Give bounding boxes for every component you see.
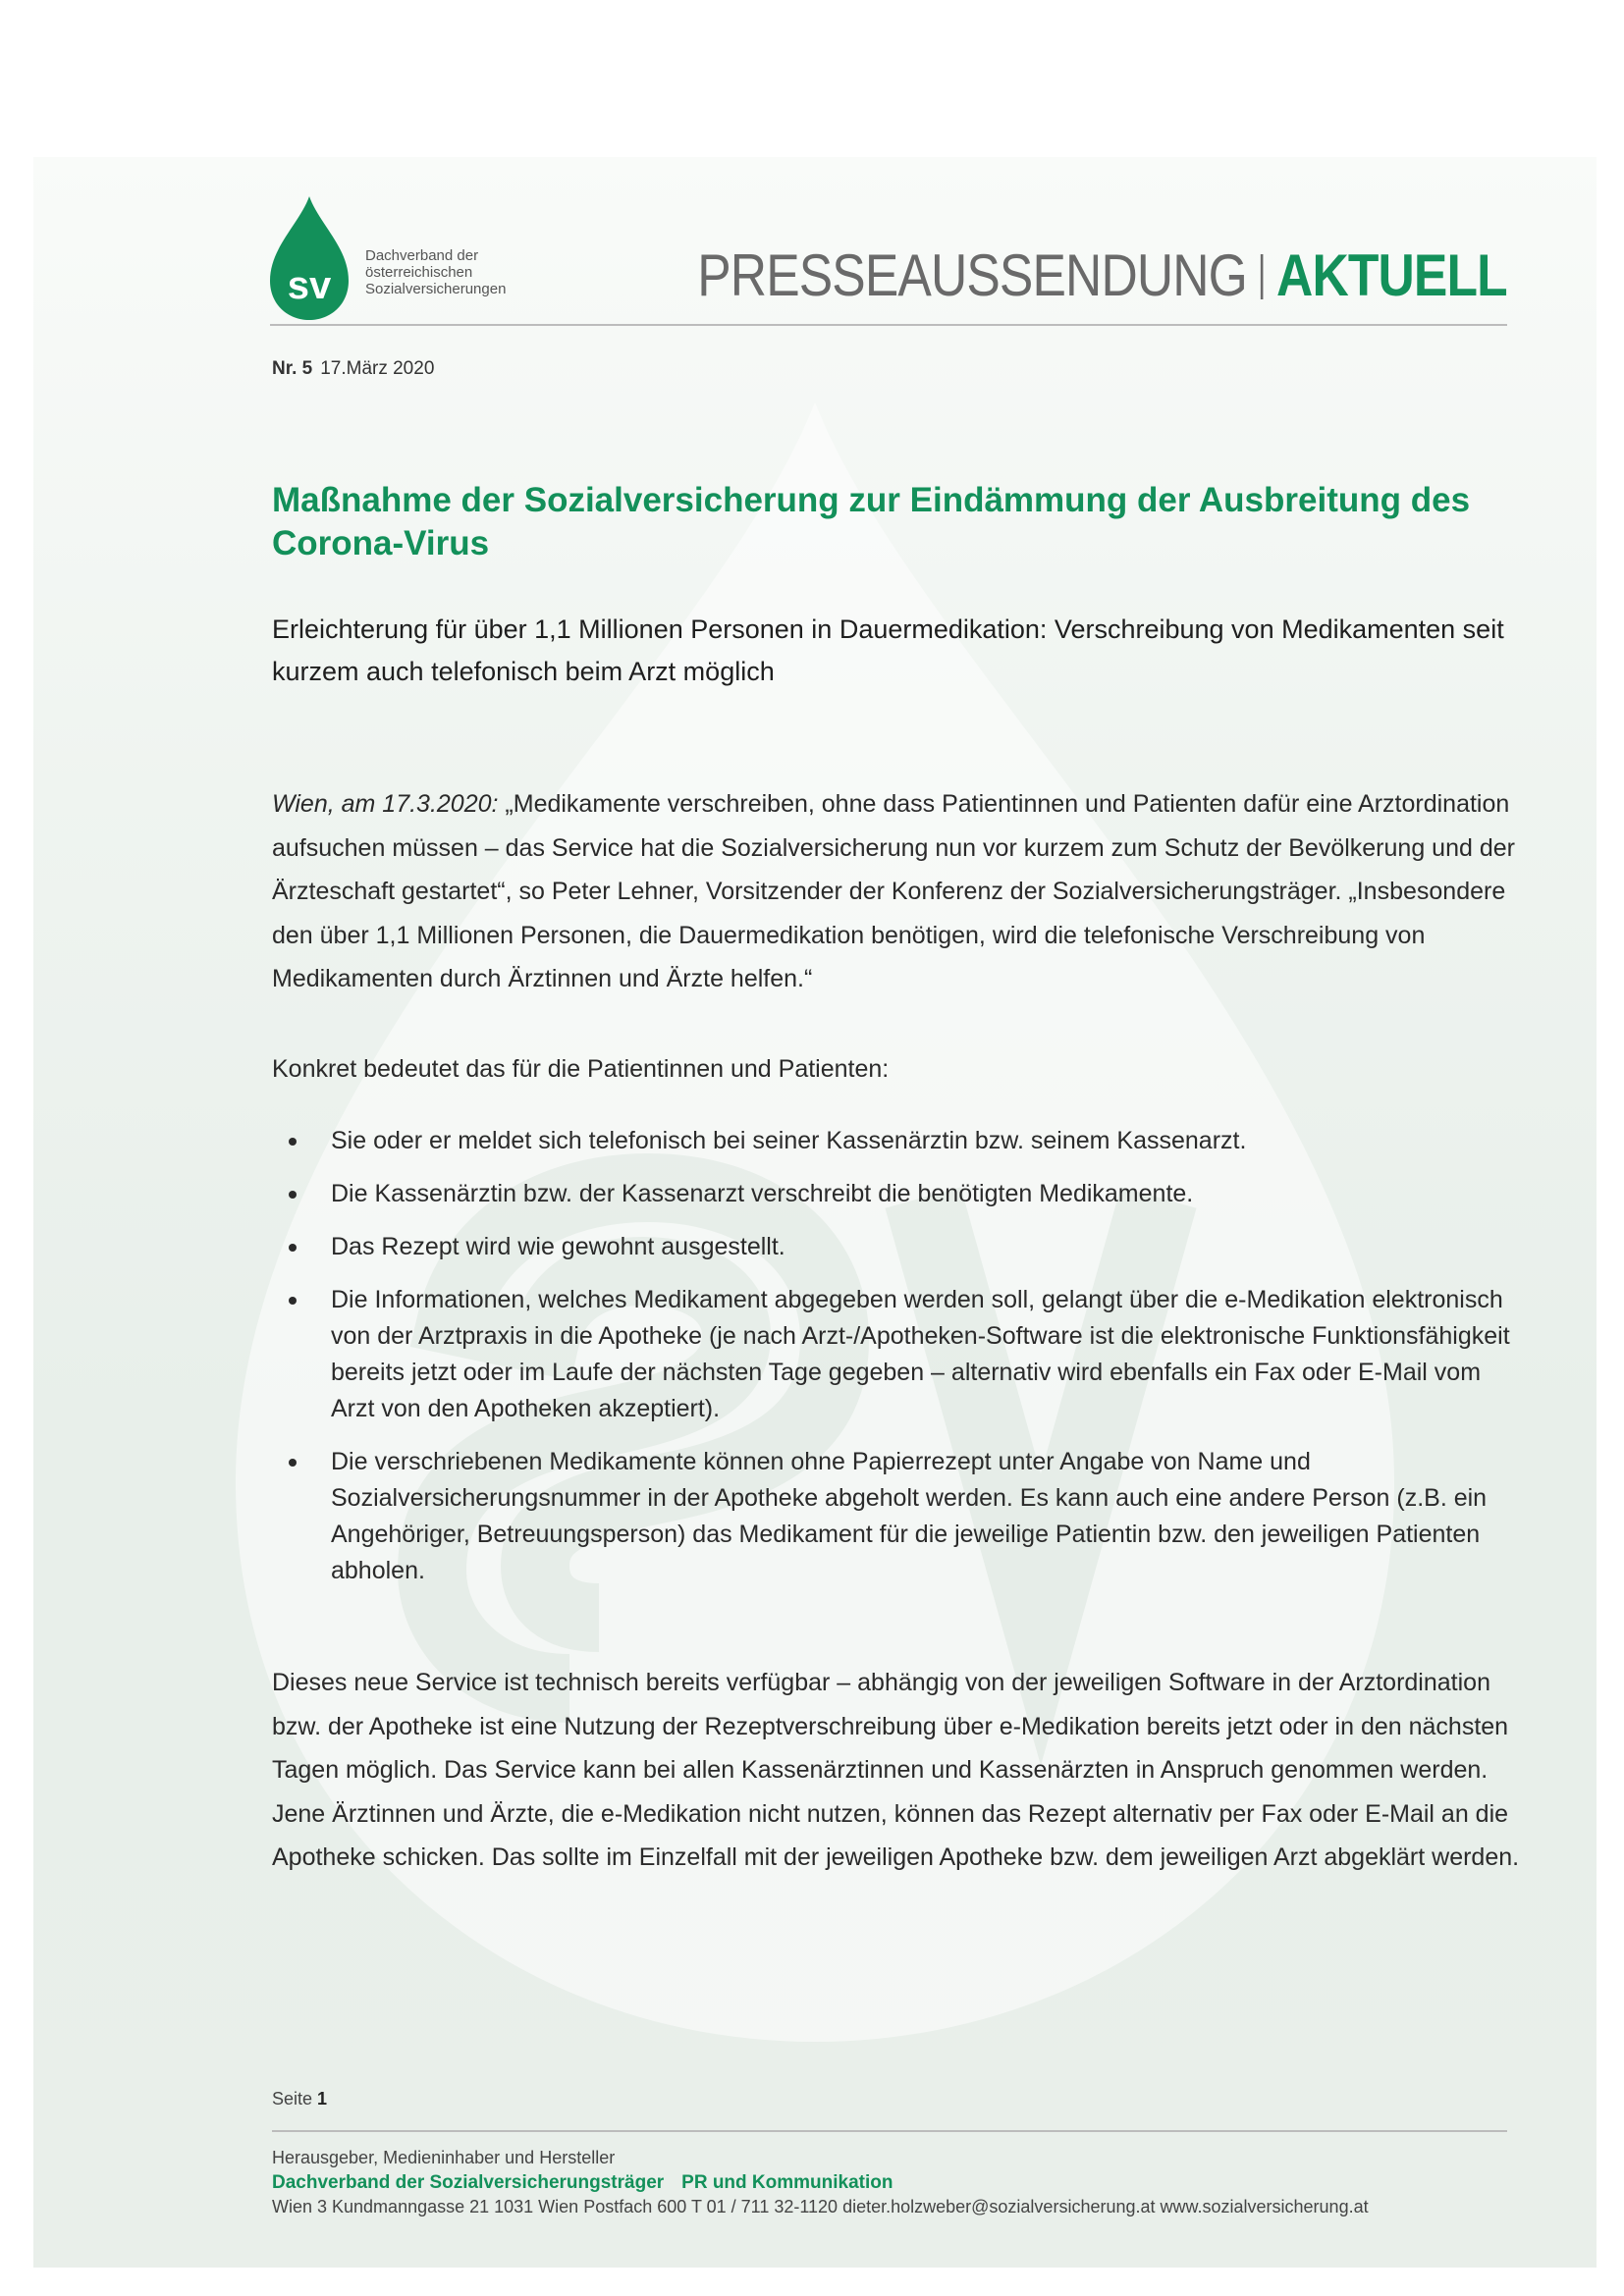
release-subtitle: Erleichterung für über 1,1 Millionen Personen in Dauermedikation: Verschreibung von Medikamenten seit kurzem auch telefonisch beim Arzt möglich — [272, 614, 1504, 686]
letterhead — [270, 196, 1507, 329]
page-number — [272, 2089, 327, 2109]
footer-dept: PR und Kommunikation — [681, 2172, 893, 2193]
logo-letters: sv — [287, 264, 332, 307]
list-item: Die verschriebenen Medikamente können ohne Papierrezept unter Angabe von Name und Sozialversicherungsnummer in der Apotheke abgeholt werden. Es kann auch eine andere Person (z.B. ein Angehöriger, Betreuungsperson) das Medikament für die jeweilige Patientin bzw. den jeweiligen Patienten abholen. — [272, 1444, 1519, 1589]
header-divider — [270, 324, 1507, 326]
footer-org: Dachverband der Sozialversicherungsträger — [272, 2172, 665, 2193]
release-date: 17.März 2020 — [320, 358, 435, 379]
footer-org-line — [272, 2170, 1369, 2195]
footer — [272, 2146, 1369, 2219]
list-item: Sie oder er meldet sich telefonisch bei seiner Kassenärztin bzw. seinem Kassenarzt. — [272, 1123, 1519, 1159]
press-release-heading — [697, 241, 1507, 309]
list-item: Die Informationen, welches Medikament abgegeben werden soll, gelangt über die e-Medikation elektronisch von der Arztpraxis in die Apotheke (je nach Arzt-/Apotheken-Software ist die elektronische Funktionsfähigkeit bereits jetzt oder im Laufe der nächsten Tage gegeben – alternativ wird ebenfalls ein Fax oder E-Mail vom Arzt von den Apotheken akzeptiert). — [272, 1282, 1519, 1427]
footer-divider — [272, 2130, 1507, 2132]
logo-text-line: österreichischen — [365, 264, 473, 281]
bullet-list — [272, 1123, 1519, 1606]
header-separator — [1261, 254, 1264, 299]
service-paragraph: Dieses neue Service ist technisch bereits verfügbar – abhängig von der jeweiligen Software in der Arztordination bzw. der Apotheke ist eine Nutzung der Rezeptverschreibung über e-Medikation bereits jetzt oder in den nächsten Tagen möglich. Das Service kann bei allen Kassenärztinnen und Kassenärzten in Anspruch genommen werden. Jene Ärztinnen und Ärzte, die e-Medikation nicht nutzen, können das Rezept alternativ per Fax oder E-Mail an die Apotheke schicken. Das sollte im Einzelfall mit der jeweiligen Apotheke bzw. dem jeweiligen Arzt abgeklärt werden. — [272, 1669, 1520, 1871]
press-accent: AKTUELL — [1276, 242, 1507, 308]
release-number: Nr. 5 — [272, 358, 313, 379]
page-number-value: 1 — [317, 2089, 328, 2109]
logo-wordmark — [365, 247, 506, 297]
list-item: Das Rezept wird wie gewohnt ausgestellt. — [272, 1229, 1519, 1265]
intro-paragraph — [272, 782, 1529, 1001]
press-label: PRESSEAUSSENDUNG — [697, 242, 1248, 308]
footer-address: Wien 3 Kundmanngasse 21 1031 Wien Postfach 600 T 01 / 711 32-1120 dieter.holzweber@sozialversicherung.at www.sozialversicherung.at — [272, 2197, 1369, 2216]
intro-place-date: Wien, am 17.3.2020: — [272, 790, 499, 818]
footer-publisher: Herausgeber, Medieninhaber und Hersteller — [272, 2148, 616, 2167]
list-item: Die Kassenärztin bzw. der Kassenarzt verschreibt die benötigten Medikamente. — [272, 1176, 1519, 1212]
release-meta — [272, 358, 434, 380]
release-title: Maßnahme der Sozialversicherung zur Eindämmung der Ausbreitung des Corona-Virus — [272, 481, 1471, 562]
logo-text-line: Sozialversicherungen — [365, 281, 507, 297]
page-label: Seite — [272, 2089, 313, 2109]
intro-text: „Medikamente verschreiben, ohne dass Patientinnen und Patienten dafür eine Arztordination aufsuchen müssen – das Service hat die Sozialversicherung nun vor kurzem zum Schutz der Bevölkerung und der Ärzteschaft gestartet“, so Peter Lehner, Vorsitzender der Konferenz der Sozialversicherungsträger. „Insbesondere den über 1,1 Millionen Personen, die Dauermedikation benötigen, wird die telefonische Verschreibung von Medikamenten durch Ärztinnen und Ärzte helfen.“ — [272, 790, 1515, 992]
logo-text-line: Dachverband der — [365, 247, 479, 264]
konkret-paragraph: Konkret bedeutet das für die Patientinnen und Patienten: — [272, 1055, 890, 1083]
sv-logo-icon — [270, 196, 349, 320]
